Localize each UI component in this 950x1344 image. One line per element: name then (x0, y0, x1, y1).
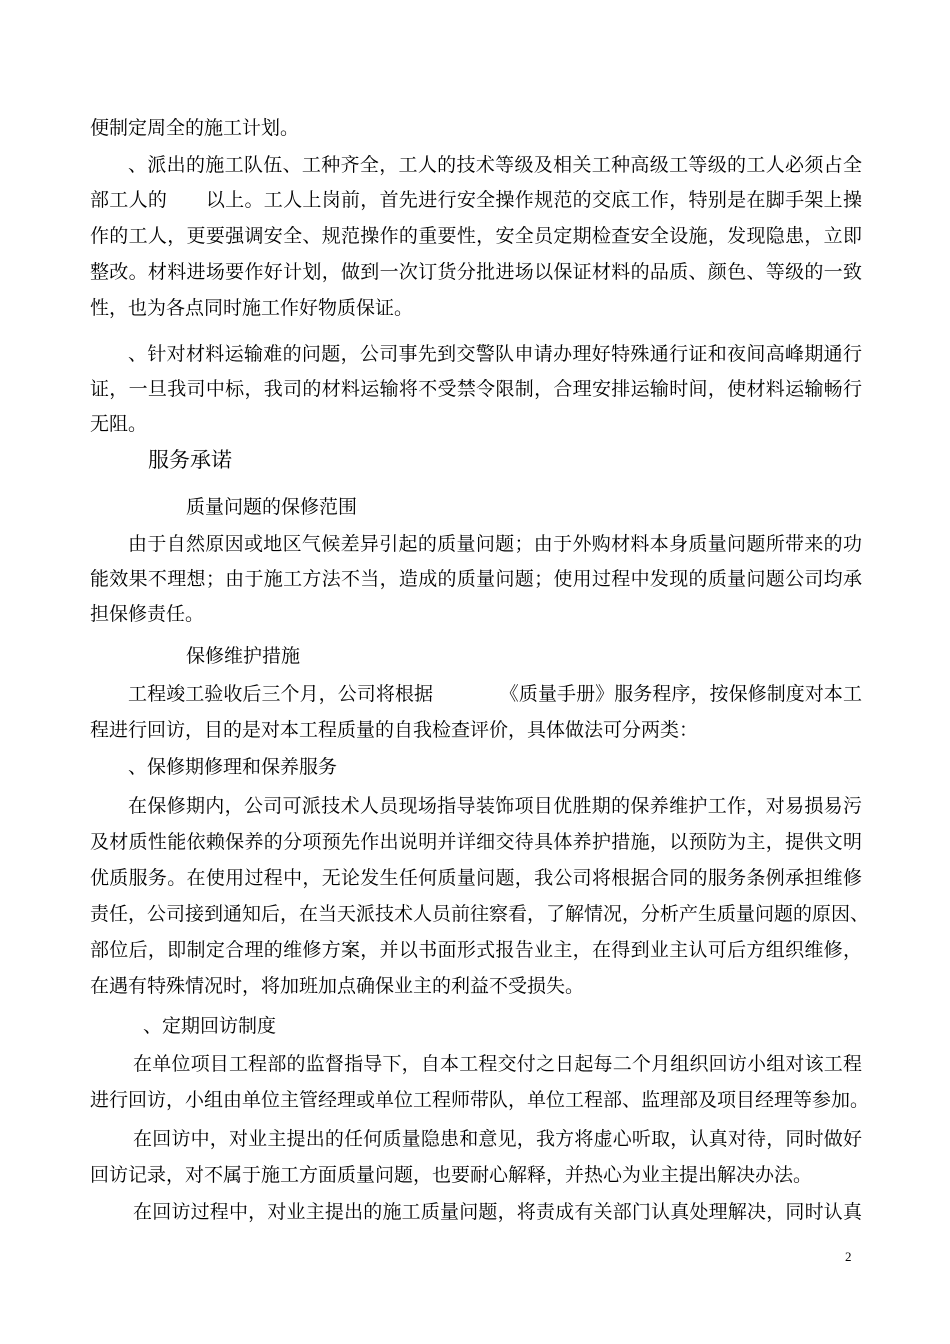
paragraph-line: 整改。材料进场要作好计划，做到一次订货分批进场以保证材料的品质、颜色、等级的一致 (90, 261, 862, 283)
paragraph-line: 能效果不理想；由于施工方法不当，造成的质量问题；使用过程中发现的质量问题公司均承 (90, 568, 862, 590)
paragraph-line: 程进行回访，目的是对本工程质量的自我检查评价，具体做法可分两类： (90, 719, 699, 741)
paragraph-line: 便制定周全的施工计划。 (90, 117, 300, 139)
page-number: 2 (845, 1249, 852, 1264)
paragraph-line: 及材质性能依赖保养的分项预先作出说明并详细交待具体养护措施，以预防为主，提供文明 (90, 831, 862, 853)
subsection-heading: 保修维护措施 (186, 645, 301, 667)
subsection-heading: 、保修期修理和保养服务 (128, 756, 338, 778)
paragraph-line: 、针对材料运输难的问题，公司事先到交警队申请办理好特殊通行证和夜间高峰期通行 (128, 343, 862, 365)
paragraph-line: 在单位项目工程部的监督指导下，自本工程交付之日起每二个月组织回访小组对该工程 (133, 1053, 862, 1075)
paragraph-line: 在保修期内，公司可派技术人员现场指导装饰项目优胜期的保养维护工作，对易损易污 (128, 795, 862, 817)
paragraph-line: 在回访过程中，对业主提出的施工质量问题，将责成有关部门认真处理解决，同时认真 (133, 1201, 862, 1223)
paragraph-line: 回访记录，对不属于施工方面质量问题，也要耐心解释，并热心为业主提出解决办法。 (90, 1164, 813, 1186)
paragraph-line: 作的工人，更要强调安全、规范操作的重要性，安全员定期检查安全设施，发现隐患，立即 (90, 225, 862, 247)
paragraph-line: 进行回访，小组由单位主管经理或单位工程师带队，单位工程部、监理部及项目经理等参加。 (90, 1089, 870, 1111)
paragraph-line: 证，一旦我司中标，我司的材料运输将不受禁令限制，合理安排运输时间，使材料运输畅行 (90, 378, 862, 400)
paragraph-line: 部位后，即制定合理的维修方案，并以书面形式报告业主，在得到业主认可后方组织维修， (90, 939, 862, 961)
paragraph-line: 担保修责任。 (90, 603, 205, 625)
paragraph-line: 部工人的 以上。工人上岗前，首先进行安全操作规范的交底工作，特别是在脚手架上操 (90, 189, 862, 211)
paragraph-line: 无阻。 (90, 413, 148, 435)
paragraph-line: 优质服务。在使用过程中，无论发生任何质量问题，我公司将根据合同的服务条例承担维修 (90, 867, 862, 889)
paragraph-line: 由于自然原因或地区气候差异引起的质量问题；由于外购材料本身质量问题所带来的功 (128, 533, 862, 555)
paragraph-line: 性，也为各点同时施工作好物质保证。 (90, 297, 414, 319)
paragraph-line: 工程竣工验收后三个月，公司将根据 《质量手册》服务程序，按保修制度对本工 (128, 683, 862, 705)
subsection-heading: 、定期回访制度 (143, 1015, 277, 1037)
paragraph-line: 责任，公司接到通知后，在当天派技术人员前往察看，了解情况，分析产生质量问题的原因、 (90, 903, 870, 925)
paragraph-line: 、派出的施工队伍、工种齐全，工人的技术等级及相关工种高级工等级的工人必须占全 (128, 154, 862, 176)
paragraph-line: 在回访中，对业主提出的任何质量隐患和意见，我方将虚心听取，认真对待，同时做好 (133, 1128, 862, 1150)
section-heading: 服务承诺 (148, 448, 232, 472)
paragraph-line: 在遇有特殊情况时，将加班加点确保业主的利益不受损失。 (90, 975, 585, 997)
subsection-heading: 质量问题的保修范围 (186, 496, 358, 518)
